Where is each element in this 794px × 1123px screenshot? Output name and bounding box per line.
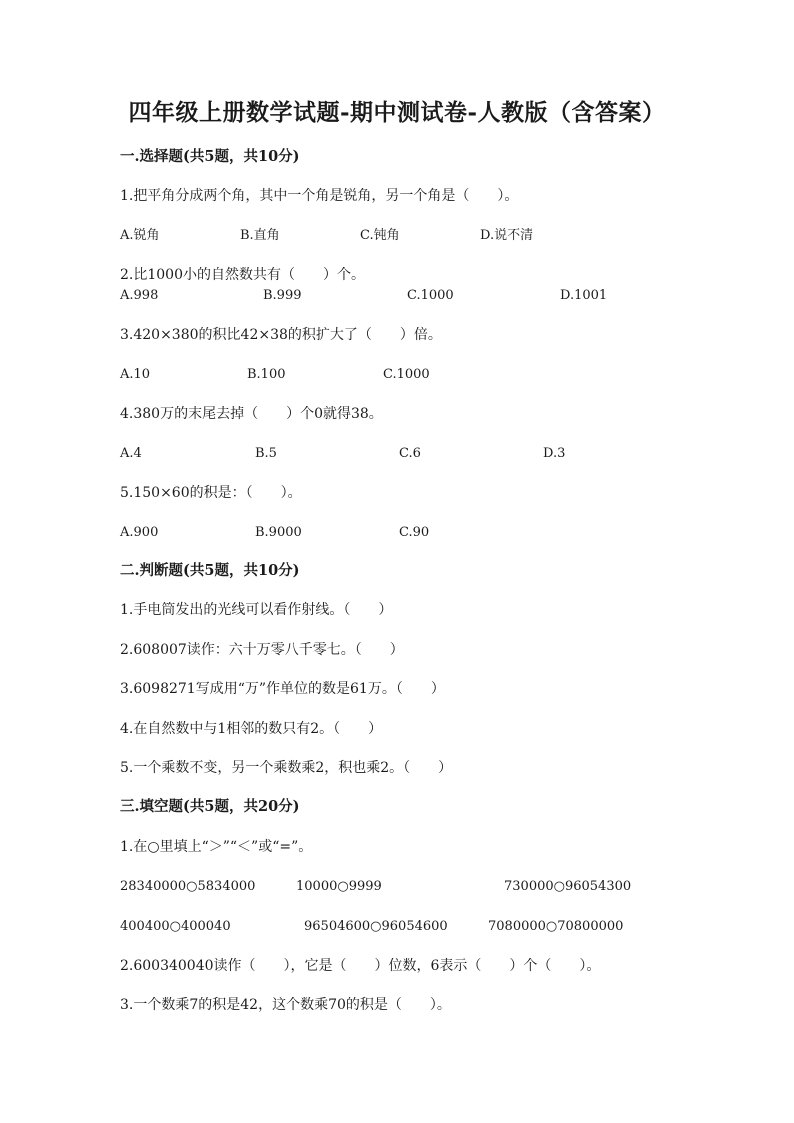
option-c: C.钝角 <box>360 228 400 243</box>
question-text: 5.150×60的积是：（ ）。 <box>120 485 302 501</box>
question-text: 2.608007读作：六十万零八千零七。（ ） <box>120 642 404 658</box>
comparison-item: 400400○400040 <box>120 919 231 934</box>
option-a: A.4 <box>120 446 142 461</box>
option-a: A.900 <box>120 525 159 540</box>
comparison-item: 7080000○70800000 <box>488 919 624 934</box>
comparison-item: 10000○9999 <box>296 879 382 894</box>
comparison-item: 730000○96054300 <box>504 879 632 894</box>
section-heading-judgement: 二.判断题(共5题，共10分) <box>120 562 300 579</box>
option-b: B.直角 <box>240 228 280 243</box>
option-d: D.说不清 <box>480 228 534 243</box>
section-heading-fill-in: 三.填空题(共5题，共20分) <box>120 798 300 815</box>
question-text: 3.420×380的积比42×38的积扩大了（ ）倍。 <box>120 327 442 343</box>
comparison-item: 28340000○5834000 <box>120 879 256 894</box>
option-b: B.5 <box>255 446 277 461</box>
question-text: 5.一个乘数不变，另一个乘数乘2，积也乘2。（ ） <box>120 760 453 776</box>
question-text: 1.在○里填上“＞”“＜”或“=”。 <box>120 839 313 855</box>
page-title: 四年级上册数学试题-期中测试卷-人教版（含答案） <box>128 99 666 126</box>
option-c: C.1000 <box>407 288 454 303</box>
question-text: 2.比1000小的自然数共有（ ）个。 <box>120 267 365 283</box>
question-text: 4.在自然数中与1相邻的数只有2。（ ） <box>120 721 383 737</box>
question-text: 3.一个数乘7的积是42，这个数乘70的积是（ ）。 <box>120 997 451 1013</box>
option-a: A.998 <box>120 288 159 303</box>
question-text: 3.6098271写成用“万”作单位的数是61万。（ ） <box>120 681 445 697</box>
option-d: D.3 <box>543 446 566 461</box>
option-c: C.90 <box>399 525 430 540</box>
option-b: B.9000 <box>255 525 302 540</box>
option-a: A.锐角 <box>120 228 160 243</box>
option-b: B.100 <box>247 367 286 382</box>
option-b: B.999 <box>263 288 302 303</box>
question-text: 2.600340040读作（ ），它是（ ）位数，6表示（ ）个（ ）。 <box>120 958 601 974</box>
option-c: C.6 <box>399 446 421 461</box>
option-a: A.10 <box>120 367 151 382</box>
comparison-item: 96504600○96054600 <box>304 919 448 934</box>
question-text: 1.把平角分成两个角，其中一个角是锐角，另一个角是（ ）。 <box>120 188 519 204</box>
option-d: D.1001 <box>560 288 608 303</box>
option-c: C.1000 <box>383 367 430 382</box>
question-text: 1.手电筒发出的光线可以看作射线。（ ） <box>120 602 393 618</box>
question-text: 4.380万的末尾去掉（ ）个0就得38。 <box>120 406 383 422</box>
section-heading-choice: 一.选择题(共5题，共10分) <box>120 148 300 165</box>
